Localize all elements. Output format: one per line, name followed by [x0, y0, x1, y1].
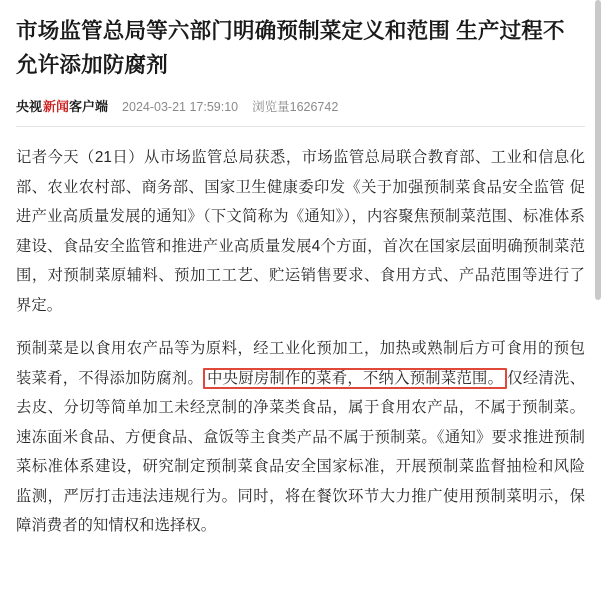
paragraph-1: 记者今天（21日）从市场监管总局获悉，市场监管总局联合教育部、工业和信息化部、农业农村部、商务部、国家卫生健康委印发《关于加强预制菜食品安全监管 促进产业高质量发展的通知》（下文简称为《通知》），内容聚焦预制菜范围、标准体系建设、食品安全监管和推进产业高质量发展4个方面，首次在国家层面明确预制菜范围，对预制菜原辅料、预加工工艺、贮运销售要求、食用方式、产品范围等进行了界定。: [16, 149, 585, 314]
view-count: 浏览量1626742: [252, 99, 339, 114]
highlighted-statement: 中央厨房制作的菜肴，不纳入预制菜范围。: [203, 368, 507, 389]
timestamp: 2024-03-21 17:59:10: [122, 99, 239, 114]
scrollbar-thumb[interactable]: [595, 0, 601, 300]
article-body: [16, 143, 585, 541]
source-suffix: 客户端: [69, 99, 109, 114]
source-prefix: 央视: [16, 99, 43, 114]
scrollbar[interactable]: [595, 0, 601, 593]
paragraph-2-before: 预制菜是以食用农产品等为原料，经工业化预加工，加热或熟制后方可食用的预包装菜肴，不得添加防腐剂。: [16, 340, 585, 387]
article-meta: [16, 96, 585, 127]
source-highlight: 新闻: [43, 99, 70, 114]
paragraph-2: [16, 334, 585, 541]
meta-info: [122, 97, 338, 115]
page-title: 市场监管总局等六部门明确预制菜定义和范围 生产过程不允许添加防腐剂: [16, 19, 565, 77]
paragraph-2-after: 仅经清洗、去皮、分切等简单加工未经烹制的净菜类食品，属于食用农产品，不属于预制菜。速冻面米食品、方便食品、盒饭等主食类产品不属于预制菜。《通知》要求推进预制菜标准体系建设，研究制定预制菜食品安全国家标准，开展预制菜监督抽检和风险监测，严厉打击违法违规行为。同时，将在餐饮环节大力推广使用预制菜明示，保障消费者的知情权和选择权。: [16, 369, 585, 534]
source-label: [16, 96, 108, 115]
